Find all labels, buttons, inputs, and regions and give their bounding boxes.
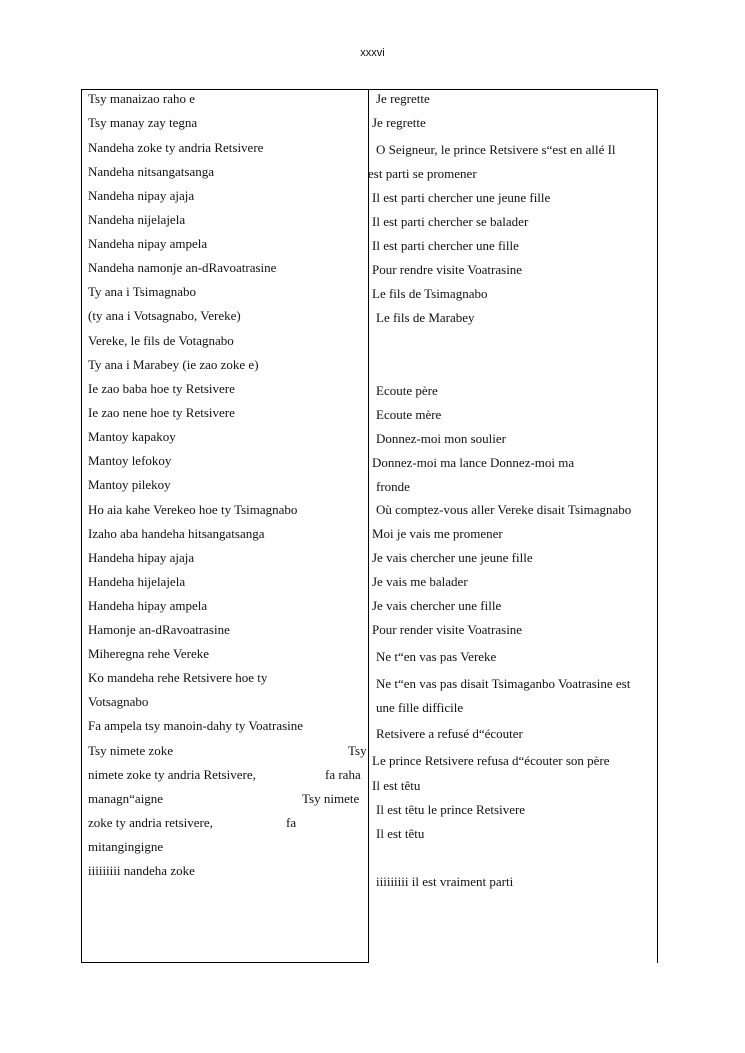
french-line: Retsivere a refusé d“écouter [376, 726, 523, 741]
french-line: une fille difficile [376, 700, 464, 715]
french-line: Où comptez-vous aller Vereke disait Tsimagnabo [376, 502, 632, 517]
french-line: Donnez-moi ma lance Donnez-moi ma [372, 455, 575, 470]
malagasy-line: Izaho aba handeha hitsangatsanga [88, 526, 265, 541]
french-line: Je vais me balader [372, 574, 468, 589]
malagasy-line: Nandeha nipay ampela [88, 236, 208, 251]
malagasy-line: Ie zao baba hoe ty Retsivere [88, 381, 235, 396]
french-line: Le prince Retsivere refusa d“écouter son père [372, 753, 610, 768]
french-line: Donnez-moi mon soulier [376, 431, 506, 446]
malagasy-line: Nandeha namonje an-dRavoatrasine [88, 260, 277, 275]
malagasy-line: Fa ampela tsy manoin-dahy ty Voatrasine [88, 718, 304, 733]
french-column-right-border [657, 89, 658, 963]
french-line: Je vais chercher une jeune fille [372, 550, 533, 565]
malagasy-line: fa [286, 815, 297, 830]
malagasy-line: (ty ana i Votsagnabo, Vereke) [88, 308, 241, 323]
french-line: Il est têtu le prince Retsivere [376, 802, 526, 817]
malagasy-line: Nandeha nipay ajaja [88, 188, 195, 203]
malagasy-line: Handeha hipay ajaja [88, 550, 195, 565]
french-line: Il est parti chercher une jeune fille [372, 190, 551, 205]
french-line: Il est parti chercher se balader [372, 214, 529, 229]
french-line: Le fils de Marabey [376, 310, 475, 325]
malagasy-line: Votsagnabo [88, 694, 149, 709]
french-line: Ecoute mère [376, 407, 442, 422]
french-line: Je regrette [372, 115, 426, 130]
malagasy-line: Mantoy lefokoy [88, 453, 172, 468]
malagasy-line: Nandeha nijelajela [88, 212, 186, 227]
french-line: Ne t“en vas pas Vereke [376, 649, 497, 664]
malagasy-line: Tsy [348, 743, 367, 758]
page-number: xxxvi [360, 47, 385, 59]
malagasy-line: Mantoy pilekoy [88, 477, 171, 492]
malagasy-line: nimete zoke ty andria Retsivere, [88, 767, 256, 782]
french-line: iiiiiiiii il est vraiment parti [376, 874, 514, 889]
malagasy-line: Hamonje an-dRavoatrasine [88, 622, 230, 637]
malagasy-line: Nandeha zoke ty andria Retsivere [88, 140, 264, 155]
french-line: Il est parti chercher une fille [372, 238, 519, 253]
french-line: Je vais chercher une fille [372, 598, 502, 613]
malagasy-line: mitangingigne [88, 839, 164, 854]
malagasy-line: Tsy nimete [302, 791, 360, 806]
malagasy-line: Miheregna rehe Vereke [88, 646, 210, 661]
malagasy-line: Handeha hijelajela [88, 574, 186, 589]
malagasy-line: Tsy manay zay tegna [88, 115, 198, 130]
french-line: est parti se promener [368, 166, 477, 181]
malagasy-line: Vereke, le fils de Votagnabo [88, 333, 234, 348]
french-line: fronde [376, 479, 410, 494]
malagasy-line: managn“aigne [88, 791, 164, 806]
malagasy-line: Tsy manaizao raho e [88, 91, 196, 106]
french-line: O Seigneur, le prince Retsivere s“est en allé Il [376, 142, 616, 157]
french-line: Je regrette [376, 91, 430, 106]
malagasy-line: Ie zao nene hoe ty Retsivere [88, 405, 235, 420]
french-line: Pour rendre visite Voatrasine [372, 262, 523, 277]
malagasy-line: Nandeha nitsangatsanga [88, 164, 214, 179]
french-line: Ecoute père [376, 383, 438, 398]
french-column-top-border [369, 89, 658, 90]
french-line: Il est têtu [372, 778, 421, 793]
malagasy-line: Ko mandeha rehe Retsivere hoe ty [88, 670, 268, 685]
malagasy-line: Mantoy kapakoy [88, 429, 176, 444]
french-line: Ne t“en vas pas disait Tsimaganbo Voatrasine est [376, 676, 631, 691]
french-line: Moi je vais me promener [372, 526, 503, 541]
malagasy-line: zoke ty andria retsivere, [88, 815, 213, 830]
malagasy-line: Ty ana i Marabey (ie zao zoke e) [88, 357, 259, 372]
french-line: Le fils de Tsimagnabo [372, 286, 488, 301]
french-line: Pour render visite Voatrasine [372, 622, 523, 637]
french-line: Il est têtu [376, 826, 425, 841]
malagasy-line: Handeha hipay ampela [88, 598, 208, 613]
malagasy-line: iiiiiiiii nandeha zoke [88, 863, 195, 878]
malagasy-line: Tsy nimete zoke [88, 743, 174, 758]
malagasy-line: Ho aia kahe Verekeo hoe ty Tsimagnabo [88, 502, 298, 517]
malagasy-line: Ty ana i Tsimagnabo [88, 284, 197, 299]
malagasy-line: fa raha [325, 767, 361, 782]
